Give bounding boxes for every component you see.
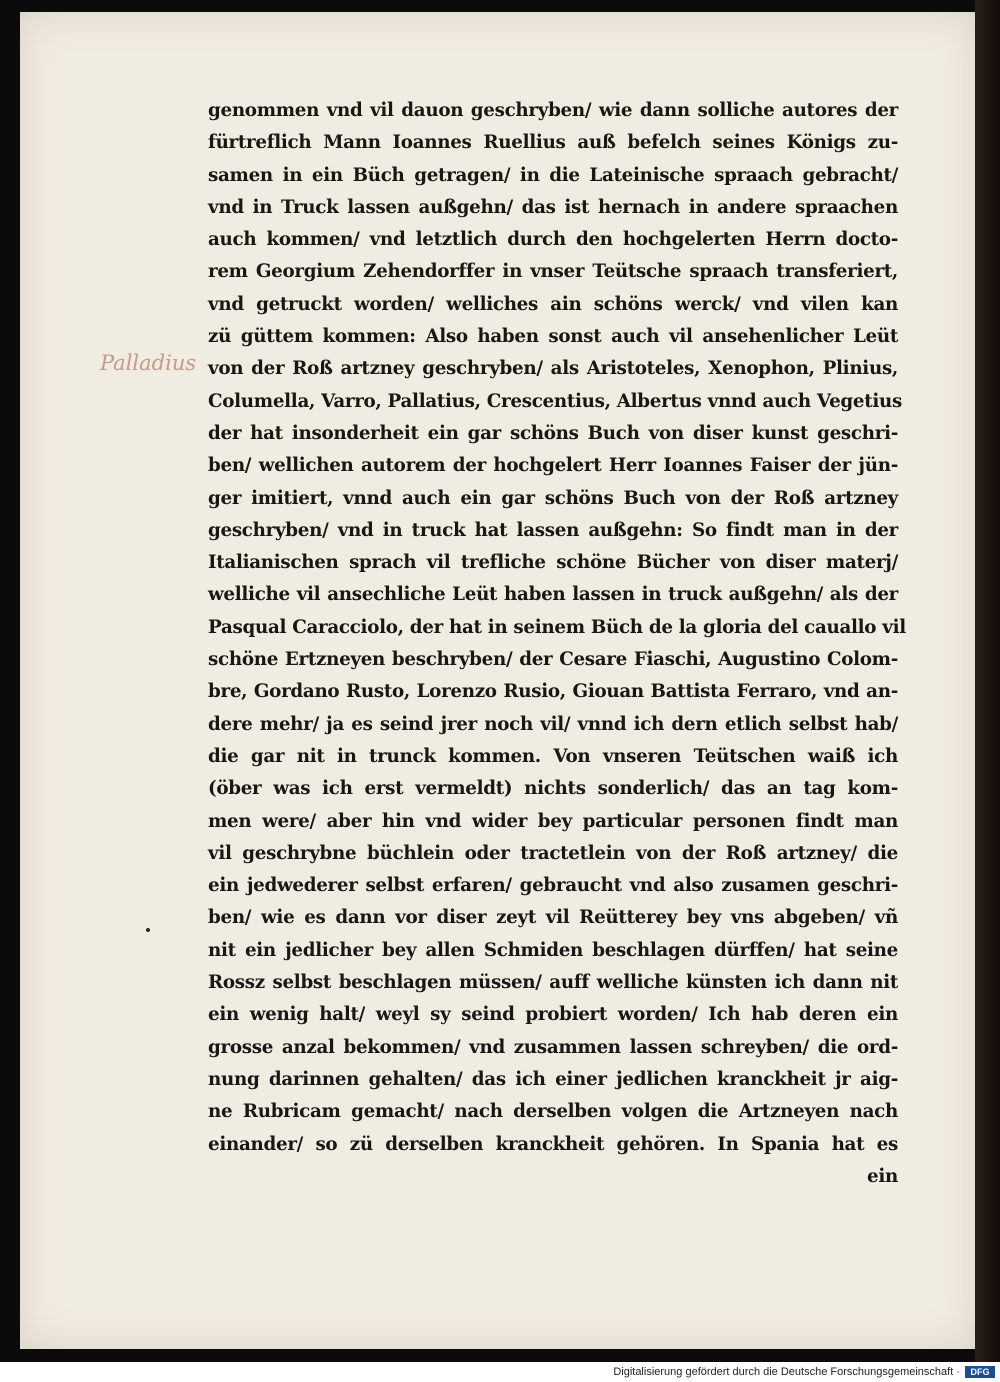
text-line: rem Georgium Zehendorffer in vnser Teütsche spraach transferiert, xyxy=(208,261,898,283)
text-line: ein wenig halt/ weyl sy seind probiert worden/ Ich hab deren ein xyxy=(208,1004,898,1026)
page-edge xyxy=(975,0,1000,1362)
text-line: nit ein jedlicher bey allen Schmiden beschlagen dürffen/ hat seine xyxy=(208,939,898,961)
funding-notice: Digitalisierung gefördert durch die Deutsche Forschungsgemeinschaft · xyxy=(613,1366,960,1378)
text-line: zü güttem kommen: Also haben sonst auch vil ansehenlicher Leüt xyxy=(208,326,898,348)
text-line: Italianischen sprach vil trefliche schöne Bücher von diser materj/ xyxy=(208,552,898,574)
text-line: der hat insonderheit ein gar schöns Buch von diser kunst geschri- xyxy=(208,422,898,444)
text-line: Pasqual Caracciolo, der hat in seinem Büch de la gloria del cauallo vil xyxy=(208,616,906,638)
text-line: schöne Ertzneyen beschryben/ der Cesare Fiaschi, Augustino Colom- xyxy=(208,649,898,671)
body-text xyxy=(208,95,906,1193)
text-line: genommen vnd vil dauon geschryben/ wie dann solliche autores der xyxy=(208,100,898,121)
text-line: bre, Gordano Rusto, Lorenzo Rusio, Giouan Battista Ferraro, vnd an- xyxy=(208,681,898,703)
footer-bar xyxy=(0,1362,1000,1382)
text-line: von der Roß artzney geschryben/ als Aristoteles, Xenophon, Plinius, xyxy=(208,358,898,380)
text-line: dere mehr/ ja es seind jrer noch vil/ vnnd ich dern etlich selbst hab/ xyxy=(208,713,898,735)
text-line: auch kommen/ vnd letztlich durch den hochgelerten Herrn docto- xyxy=(208,229,898,251)
text-line: die gar nit in trunck kommen. Von vnseren Teütschen waiß ich xyxy=(208,745,898,767)
text-line: geschryben/ vnd in truck hat lassen außgehn: So findt man in der xyxy=(208,519,898,541)
text-line: samen in ein Büch getragen/ in die Lateinische spraach gebracht/ xyxy=(208,164,898,186)
text-line: ger imitiert, vnnd auch ein gar schöns Buch von der Roß artzney xyxy=(208,487,898,509)
text-line: men were/ aber hin vnd wider bey particular personen findt man xyxy=(208,810,898,832)
text-line: nung darinnen gehalten/ das ich einer jedlichen kranckheit jr aig- xyxy=(208,1068,898,1090)
text-line: einander/ so zü derselben kranckheit gehören. In Spania hat es xyxy=(208,1133,898,1155)
text-line: ein jedwederer selbst erfaren/ gebraucht vnd also zusamen geschri- xyxy=(208,875,898,897)
marginal-note: Palladius xyxy=(100,351,197,375)
text-line: (öber was ich erst vermeldt) nichts sonderlich/ das an tag kom- xyxy=(208,778,898,800)
text-line: ne Rubricam gemacht/ nach derselben volgen die Artzneyen nach xyxy=(208,1101,898,1123)
text-line: vnd in Truck lassen außgehn/ das ist hernach in andere spraachen xyxy=(208,196,898,218)
text-line: ben/ wellichen autorem der hochgelert Herr Ioannes Faiser der jün- xyxy=(208,455,898,477)
text-line: fürtreflich Mann Ioannes Ruellius auß befelch seines Königs zu- xyxy=(208,132,898,154)
ink-dot xyxy=(146,928,150,932)
text-line: grosse anzal bekommen/ vnd zusammen lassen schreyben/ die ord- xyxy=(208,1036,898,1058)
text-line: Rossz selbst beschlagen müssen/ auff welliche künsten ich dann nit xyxy=(208,972,898,994)
text-line: Columella, Varro, Pallatius, Crescentius, Albertus vnnd auch Vegetius xyxy=(208,390,903,412)
text-line: vnd getruckt worden/ welliches ain schöns werck/ vnd vilen kan xyxy=(208,293,898,315)
text-line: vil geschrybne büchlein oder tractetlein von der Roß artzney/ die xyxy=(208,842,898,864)
text-line: ben/ wie es dann vor diser zeyt vil Reütterey bey vns abgeben/ vñ xyxy=(208,907,898,929)
catchword: ein xyxy=(867,1165,898,1187)
text-line: welliche vil ansechliche Leüt haben lassen in truck außgehn/ als der xyxy=(208,584,898,606)
dfg-logo-icon: DFG xyxy=(965,1366,995,1378)
